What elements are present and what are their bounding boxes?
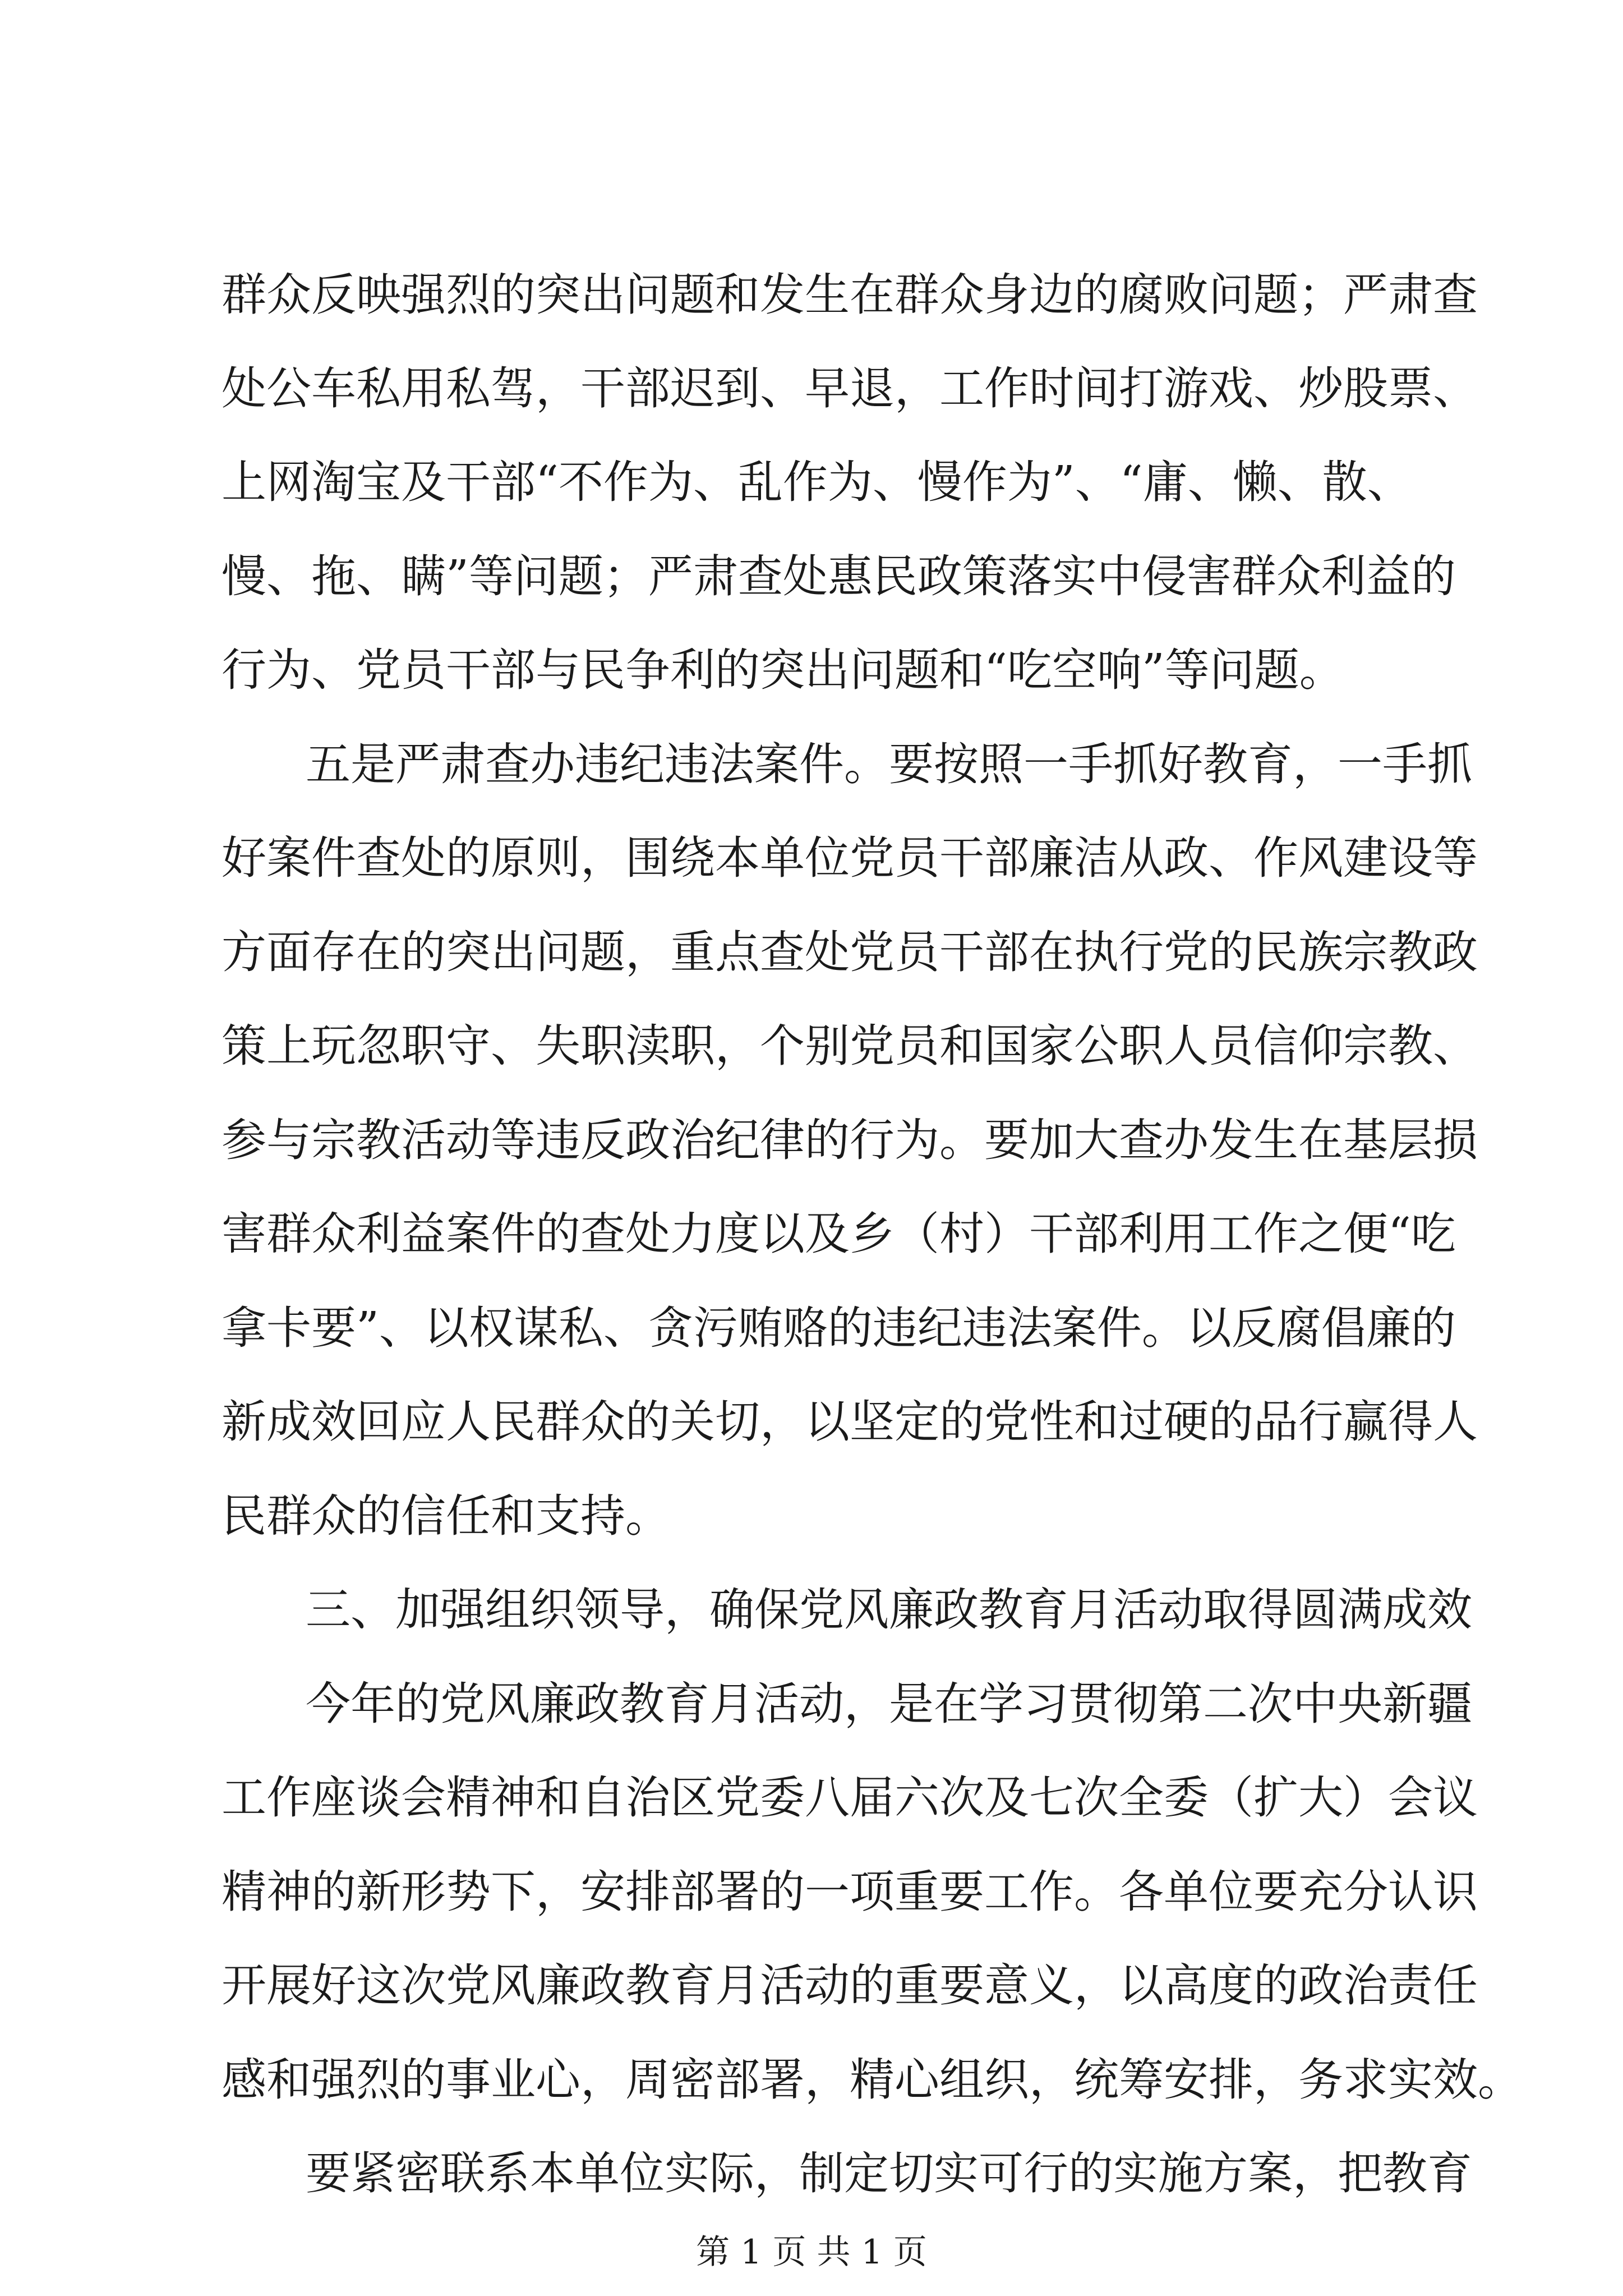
text-line: 感和强烈的事业心，周密部署，精心组织，统筹安排，务求实效。 — [222, 2054, 1523, 2106]
text-line: 群众反映强烈的突出问题和发生在群众身边的腐败问题；严肃查 — [222, 269, 1478, 321]
text-line: 策上玩忽职守、失职渎职，个别党员和国家公职人员信仰宗教、 — [222, 1020, 1478, 1072]
paragraph-first-line: 五是严肃查办违纪违法案件。要按照一手抓好教育，一手抓 — [306, 738, 1472, 790]
paragraph-first-line: 今年的党风廉政教育月活动，是在学习贯彻第二次中央新疆 — [306, 1678, 1472, 1730]
text-line: 好案件查处的原则，围绕本单位党员干部廉洁从政、作风建设等 — [222, 832, 1478, 884]
text-line: 精神的新形势下，安排部署的一项重要工作。各单位要充分认识 — [222, 1866, 1478, 1918]
text-line: 参与宗教活动等违反政治纪律的行为。要加大查办发生在基层损 — [222, 1114, 1478, 1166]
text-line: 方面存在的突出问题，重点查处党员干部在执行党的民族宗教政 — [222, 926, 1478, 978]
text-line: 拿卡要”、以权谋私、贪污贿赂的违纪违法案件。以反腐倡廉的 — [222, 1302, 1456, 1354]
text-line: 工作座谈会精神和自治区党委八届六次及七次全委（扩大）会议 — [222, 1772, 1478, 1824]
text-line: 新成效回应人民群众的关切，以坚定的党性和过硬的品行赢得人 — [222, 1396, 1478, 1448]
text-line: 行为、党员干部与民争利的突出问题和“吃空响”等问题。 — [222, 644, 1344, 696]
text-line: 慢、拖、瞒”等问题；严肃查处惠民政策落实中侵害群众利益的 — [222, 550, 1456, 602]
text-line: 害群众利益案件的查处力度以及乡（村）干部利用工作之便“吃 — [222, 1208, 1456, 1260]
text-line: 开展好这次党风廉政教育月活动的重要意义，以高度的政治责任 — [222, 1959, 1478, 2012]
text-line: 处公车私用私驾，干部迟到、早退，工作时间打游戏、炒股票、 — [222, 362, 1478, 415]
page-footer: 第 1 页 共 1 页 — [696, 2233, 927, 2272]
text-line: 上网淘宝及干部“不作为、乱作为、慢作为”、“庸、懒、散、 — [222, 456, 1412, 508]
text-line: 民群众的信任和支持。 — [222, 1490, 670, 1542]
paragraph-first-line: 要紧密联系本单位实际，制定切实可行的实施方案，把教育 — [306, 2147, 1472, 2200]
section-heading: 三、加强组织领导，确保党风廉政教育月活动取得圆满成效 — [306, 1584, 1472, 1636]
